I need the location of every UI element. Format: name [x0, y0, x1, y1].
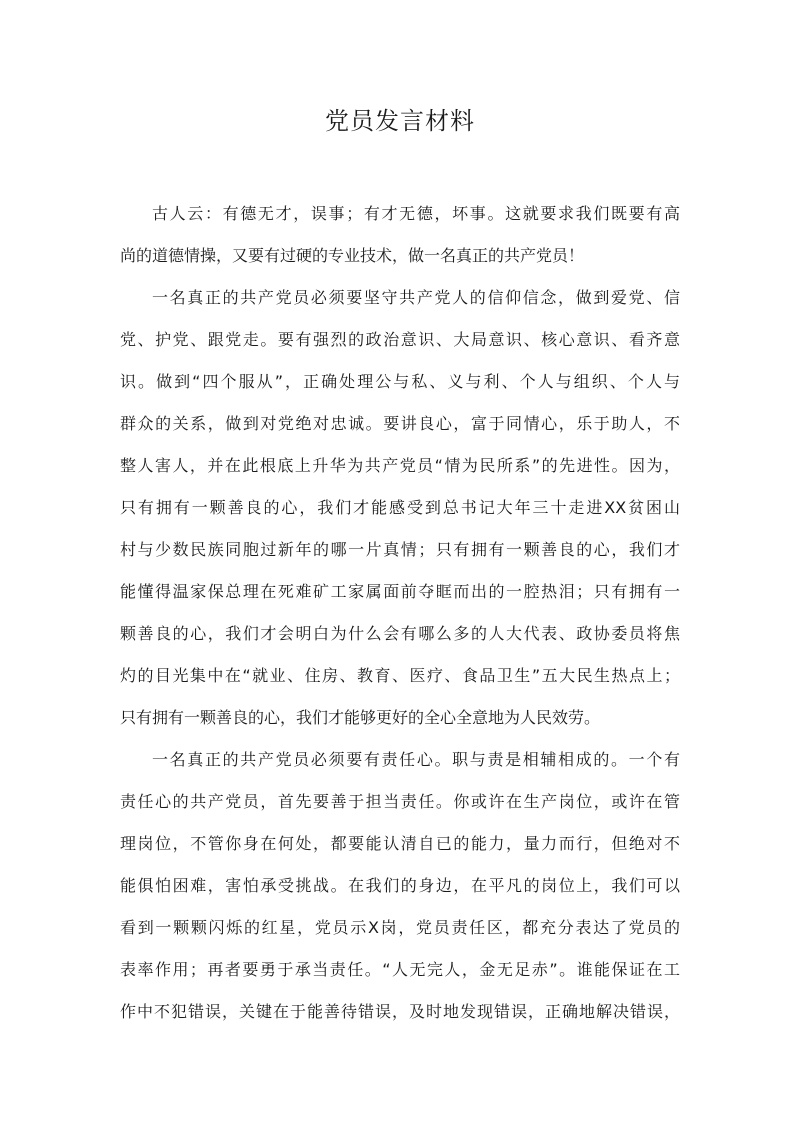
- text-line: 只有拥有一颗善良的心，我们才能感受到总书记大年三十走进XX贫困山: [120, 498, 680, 517]
- text-line: 灼的目光集中在“就业、住房、教育、医疗、食品卫生”五大民生热点上；: [120, 666, 680, 685]
- text-line: 能懂得温家保总理在死难矿工家属面前夺眶而出的一腔热泪；只有拥有一: [120, 582, 680, 601]
- text-line: 责任心的共产党员，首先要善于担当责任。你或许在生产岗位，或许在管: [120, 792, 680, 811]
- text-line: 古人云：有德无才，误事；有才无德，坏事。这就要求我们既要有高: [152, 204, 680, 223]
- document-title: 党员发言材料: [325, 107, 475, 135]
- text-line: 能俱怕困难，害怕承受挑战。在我们的身边，在平凡的岗位上，我们可以: [120, 876, 680, 895]
- text-line: 尚的道德情操，又要有过硬的专业技术，做一名真正的共产党员！: [120, 246, 585, 265]
- text-line: 理岗位，不管你身在何处，都要能认清自已的能力，量力而行，但绝对不: [120, 834, 680, 853]
- text-line: 作中不犯错误，关键在于能善待错误，及时地发现错误，正确地解决错误，: [120, 1002, 680, 1021]
- text-line: 只有拥有一颗善良的心，我们才能够更好的全心全意地为人民效劳。: [120, 708, 601, 727]
- text-line: 表率作用；再者要勇于承当责任。“人无完人，金无足赤”。谁能保证在工: [120, 960, 680, 979]
- text-line: 整人害人，并在此根底上升华为共产党员“情为民所系”的先进性。因为，: [120, 456, 680, 475]
- text-line: 颗善良的心，我们才会明白为什么会有哪么多的人大代表、政协委员将焦: [120, 624, 680, 643]
- text-line: 群众的关系，做到对党绝对忠诚。要讲良心，富于同情心，乐于助人，不: [120, 414, 680, 433]
- text-line: 看到一颗颗闪烁的红星，党员示X岗，党员责任区，都充分表达了党员的: [120, 918, 680, 937]
- text-line: 识。做到“四个服从”，正确处理公与私、义与利、个人与组织、个人与: [120, 372, 680, 391]
- text-line: 一名真正的共产党员必须要坚守共产党人的信仰信念，做到爱党、信: [152, 288, 680, 307]
- text-line: 党、护党、跟党走。要有强烈的政治意识、大局意识、核心意识、看齐意: [120, 330, 680, 349]
- document-body: [120, 193, 680, 1033]
- text-line: 村与少数民族同胞过新年的哪一片真情；只有拥有一颗善良的心，我们才: [120, 540, 680, 559]
- text-line: 一名真正的共产党员必须要有责任心。职与责是相辅相成的。一个有: [152, 750, 680, 769]
